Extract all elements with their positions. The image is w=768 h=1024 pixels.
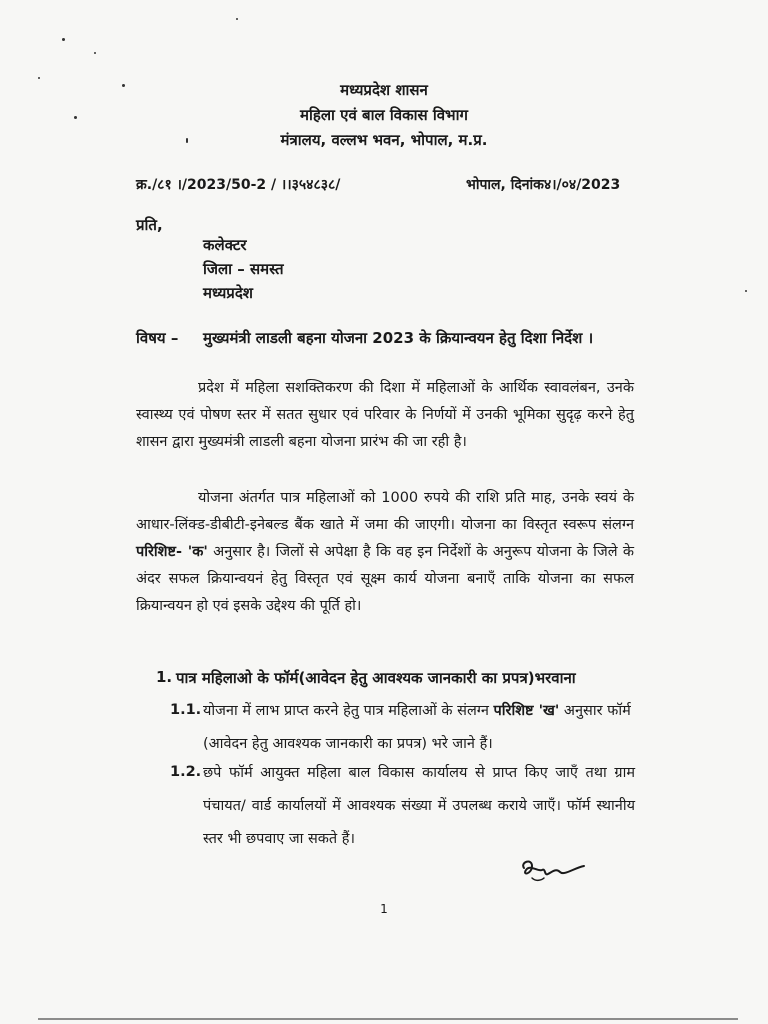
section-1-number: 1. xyxy=(156,668,173,686)
item-1-1-text-end: अनुसार फॉर्म (आवेदन हेतु आवश्यक जानकारी का प्रपत्र) भरे जाने हैं। xyxy=(203,703,631,752)
item-1-2-number: 1.2. xyxy=(170,764,202,780)
item-1-2-text-body: छपे फॉर्म आयुक्त महिला बाल विकास कार्यालय से प्राप्त किए जाएँ तथा ग्राम पंचायत/ वार्ड कार्यालयों में आवश्यक संख्या में उपलब्ध कराये जाएँ। फॉर्म स्थानीय स्तर भी छपवाए जा सकते हैं। xyxy=(203,765,635,847)
recipient-line: कलेक्टर xyxy=(203,236,247,254)
scan-speck xyxy=(94,52,96,54)
recipient-line: मध्यप्रदेश xyxy=(203,284,254,302)
scan-edge-line xyxy=(38,1018,738,1020)
header-department: महिला एवं बाल विकास विभाग xyxy=(300,106,468,124)
item-1-2-text xyxy=(203,757,635,856)
subject-text: मुख्यमंत्री लाडली बहना योजना 2023 के क्रियान्वयन हेतु दिशा निर्देश । xyxy=(203,329,594,347)
subject-label: विषय – xyxy=(136,329,179,347)
header-government: मध्यप्रदेश शासन xyxy=(340,81,428,99)
paragraph-2-text-cont: अनुसार है। जिलों से अपेक्षा है कि वह इन निर्देशों के अनुरूप योजना के जिले के अंदर सफल क्रियान्वयनं हेतु विस्तृत एवं सूक्ष्म कार्य योजना बनाएँ ताकि योजना का सफल क्रियान्वयन हो एवं इसके उद्देश्य की पूर्ति हो। xyxy=(136,544,634,614)
header-address: मंत्रालय, वल्लभ भवन, भोपाल, म.प्र. xyxy=(280,131,488,149)
item-1-1-text-start: योजना में लाभ प्राप्त करने हेतु पात्र महिलाओं के संलग्न xyxy=(203,703,494,719)
item-1-1-text xyxy=(203,695,635,761)
recipient-line: जिला – समस्त xyxy=(203,260,284,278)
scan-speck xyxy=(236,18,238,20)
signature xyxy=(518,856,588,888)
recipient-label: प्रति, xyxy=(136,216,163,234)
paragraph-2 xyxy=(136,485,634,620)
paragraph-1 xyxy=(136,375,634,456)
section-1-title: पात्र महिलाओ के फॉर्म(आवेदन हेतु आवश्यक जानकारी का प्रपत्र)भरवाना xyxy=(176,669,576,687)
scan-speck xyxy=(38,77,40,79)
scan-speck xyxy=(62,38,65,41)
item-1-1-number: 1.1. xyxy=(170,702,202,718)
reference-number: क्र./८१ ।/2023/50-2 / ।।३५४८३८/ xyxy=(136,177,341,193)
paragraph-1-text: प्रदेश में महिला सशक्तिकरण की दिशा में महिलाओं के आर्थिक स्वावलंबन, उनके स्वास्थ्य एवं पोषण स्तर में सतत सुधार एवं परिवार के निर्णयों में उनकी भूमिका सुदृढ़ करने हेतु शासन द्वारा मुख्यमंत्री लाडली बहना योजना प्रारंभ की जा रही है। xyxy=(136,380,634,450)
annexure-kha-reference: परिशिष्ट 'ख' xyxy=(493,703,560,719)
scan-speck xyxy=(745,290,747,292)
annexure-ka-reference: परिशिष्ट- 'क' xyxy=(136,544,208,560)
page-number: 1 xyxy=(380,902,388,916)
paragraph-2-text: योजना अंतर्गत पात्र महिलाओं को 1000 रुपये की राशि प्रति माह, उनके स्वयं के आधार-लिंक्ड-डीबीटी-इनेबल्ड बैंक खाते में जमा की जाएगी। योजना का विस्तृत स्वरूप संलग्न xyxy=(136,490,634,533)
place-date: भोपाल, दिनांक४।/०४/2023 xyxy=(466,177,621,193)
